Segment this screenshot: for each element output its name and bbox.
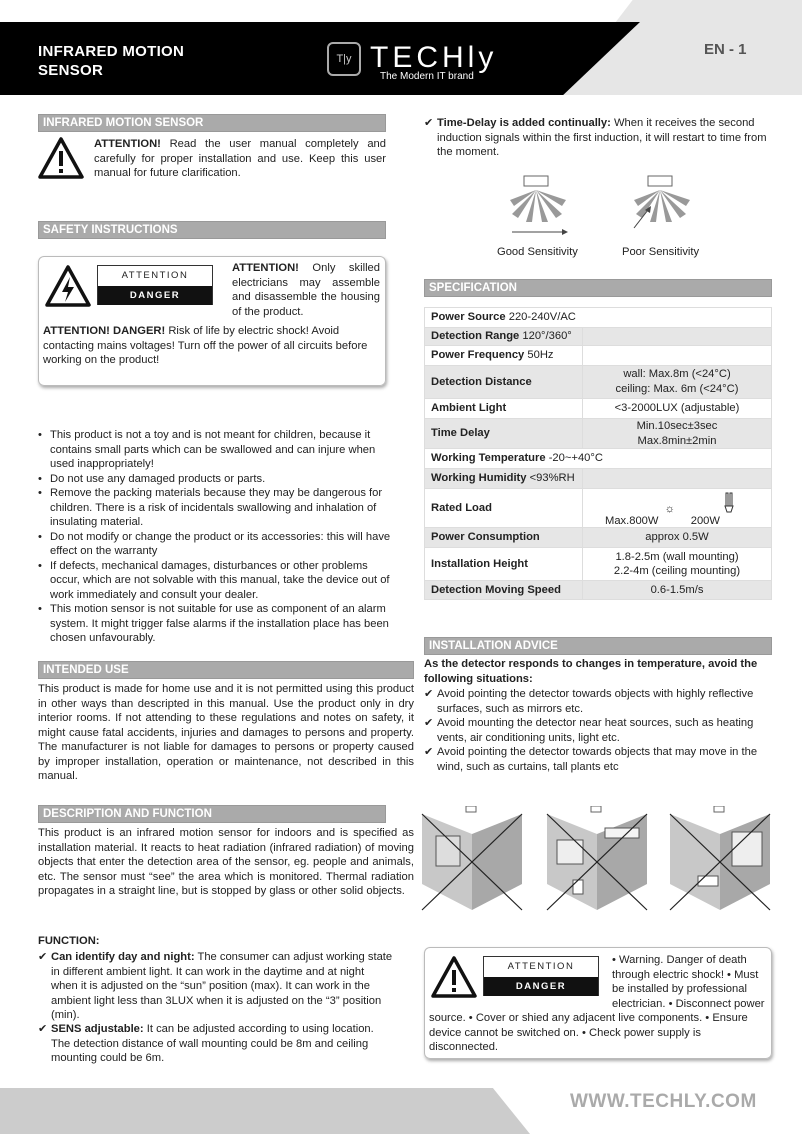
- logo-mark: T|y: [327, 42, 361, 76]
- installation-intro: As the detector responds to changes in temperature, avoid the following situations:: [424, 658, 758, 685]
- header-title: [38, 42, 184, 80]
- electrician-note-bold: ATTENTION!: [232, 262, 299, 274]
- logo-wordmark: TECHly: [370, 41, 498, 74]
- table-row: [425, 328, 772, 346]
- warning-triangle-icon: [38, 137, 84, 179]
- spec-cell: Working Temperature -20~+40°C: [425, 449, 772, 469]
- section-title-infrared: INFRARED MOTION SENSOR: [38, 114, 386, 132]
- check-icon: ✔: [38, 951, 48, 963]
- spec-cell: Power Source 220-240V/AC: [425, 308, 772, 328]
- installation-list: [424, 687, 774, 774]
- table-row: [425, 548, 772, 581]
- table-row: [425, 581, 772, 600]
- table-row: [425, 469, 772, 489]
- spec-value: approx 0.5W: [583, 528, 772, 548]
- electrician-note: [232, 261, 380, 319]
- section-title-specification: SPECIFICATION: [424, 279, 772, 297]
- table-row: [425, 419, 772, 449]
- check-icon: ✔: [424, 746, 434, 758]
- good-sensitivity-diagram: [500, 170, 590, 240]
- list-item: • Do not use any damaged products or parts.: [38, 472, 400, 487]
- spec-value: 1.8-2.5m (wall mounting) 2.2-4m (ceiling mounting): [583, 548, 772, 581]
- table-row: [425, 346, 772, 366]
- attention-intro-bold: ATTENTION!: [94, 138, 161, 150]
- danger-note: [43, 324, 385, 368]
- electric-hazard-icon: [45, 265, 91, 307]
- electrician-note-text: Only skilled electricians may assemble and disassemble the housing of the product.: [232, 262, 380, 318]
- list-item: ✔ Avoid pointing the detector towards objects that may move in the wind, such as curtains, tall plants etc: [424, 746, 758, 773]
- list-item: • This motion sensor is not suitable for use as component of an alarm system. It might trigger false alarms if the installation place has been chosen unfavourably.: [38, 602, 400, 646]
- function-heading: FUNCTION:: [38, 935, 100, 947]
- function-sens: [38, 1022, 393, 1066]
- danger-label-bottom: DANGER: [98, 286, 212, 305]
- attention-intro-text: Read the user manual completely and carefully for proper installation and use. Keep this user manual for future clarification.: [94, 138, 386, 179]
- list-item: • This product is not a toy and is not meant for children, because it contains small parts which can be swallowed and can injure when used inappropriately!: [38, 428, 400, 472]
- poor-sensitivity-label: Poor Sensitivity: [622, 246, 700, 258]
- spec-cell: Detection Range 120°/360°: [425, 328, 583, 346]
- attention-label-top: ATTENTION: [121, 270, 189, 281]
- intended-use-text: This product is made for home use and it is not permitted using this product in other ways than descripted in this manual. Use the product only in dry interior rooms. If not attending to these regulations and notes on safety, it might cause fatal accidents, injuries and damages to persons and property. The manufacturer is not liable for damages to persons or property caused by improper installation, operation or maintenance, not described in this manual.: [38, 683, 414, 782]
- function-time-delay: [424, 116, 774, 160]
- poor-sensitivity-diagram: [624, 170, 714, 240]
- check-icon: ✔: [424, 717, 434, 729]
- page-number: EN - 1: [704, 41, 747, 58]
- spec-value: 0.6-1.5m/s: [583, 581, 772, 600]
- header-title-line1: INFRARED MOTION: [38, 43, 185, 60]
- danger-note-bold: ATTENTION! DANGER!: [43, 325, 166, 337]
- float-spacer: [429, 953, 612, 1003]
- spec-cell: [583, 346, 772, 366]
- spec-key: Detection Distance: [425, 366, 583, 399]
- specification-table: [424, 307, 772, 600]
- attention-danger-label: [97, 265, 213, 305]
- logo-tagline: The Modern IT brand: [380, 71, 474, 82]
- bottom-warning-text: • Warning. Danger of death through electric shock! • Must be installed by professional electrician. • Disconnect power source. • Cover or shied any adjacent live components. • Ensure device cannot be switched on. • Check power supply is disconnected.: [429, 954, 765, 1053]
- section-title-safety: SAFETY INSTRUCTIONS: [38, 221, 386, 239]
- list-item: ✔ Avoid pointing the detector towards objects with highly reflective surfaces, such as mirrors etc.: [424, 688, 754, 715]
- spec-key: Rated Load: [425, 489, 583, 528]
- spec-value: wall: Max.8m (<24°C) ceiling: Max. 6m (<24°C): [583, 366, 772, 399]
- check-icon: ✔: [424, 688, 434, 700]
- spec-key: Time Delay: [425, 419, 583, 449]
- table-row: [425, 528, 772, 548]
- function-day-night: [38, 950, 393, 1023]
- table-row: [425, 449, 772, 469]
- danger-label-bottom: DANGER: [484, 977, 598, 996]
- header-title-line2: SENSOR: [38, 62, 104, 79]
- function-time-delay-bold: Time-Delay is added continually:: [437, 117, 611, 129]
- attention-label-top: ATTENTION: [507, 961, 575, 972]
- spec-key: Detection Moving Speed: [425, 581, 583, 600]
- list-item: • If defects, mechanical damages, disturbances or other problems occur, which are not solvable with this manual, take the device out of work immediately and consult your dealer.: [38, 559, 400, 603]
- function-sens-bold: SENS adjustable:: [51, 1023, 144, 1035]
- function-sens-text: It can be adjusted according to using location. The detection distance of wall mounting could be 8m and ceiling mounting could be 6m.: [51, 1023, 374, 1064]
- function-day-night-text: The consumer can adjust working state in different ambient light. It can work in the daytime and at night when it is adjusted on the “sun” position (max). It can work in the ambient light less than 3LUX when it is adjusted on the “3” position (min).: [51, 951, 393, 1021]
- spec-value: <3-2000LUX (adjustable): [583, 399, 772, 419]
- spec-cell: Power Frequency 50Hz: [425, 346, 583, 366]
- safety-bullet-list: [38, 428, 400, 646]
- table-row: [425, 308, 772, 328]
- danger-note-text: Risk of life by electric shock! Avoid contacting mains voltages! Turn off the power of all circuits before working on the product!: [43, 325, 368, 366]
- list-item: ✔ Avoid mounting the detector near heat sources, such as heating vents, air conditioning units, light etc.: [424, 717, 754, 744]
- sun-bulb-icon: ☼: [664, 502, 675, 515]
- spec-key: Installation Height: [425, 548, 583, 581]
- table-row: [425, 489, 772, 528]
- curtain-illustration: [668, 806, 772, 916]
- footer-website[interactable]: WWW.TECHLY.COM: [570, 1091, 757, 1112]
- section-title-installation: INSTALLATION ADVICE: [424, 637, 772, 655]
- footer-band: [0, 1088, 530, 1134]
- function-day-night-bold: Can identify day and night:: [51, 951, 195, 963]
- description-text: This product is an infrared motion sensor for indoors and is specified as installation material. It reacts to heat radiation (infrared radiation) of moving objects that enter the detection area of the sensor, eg. people and animals, etc. The sensor must “see” the area which is monitored. Thermal radiation propagates in a straight line, but is stopped by glass or other solid objects.: [38, 827, 414, 897]
- good-sensitivity-label: Good Sensitivity: [497, 246, 578, 258]
- function-time-delay-text: When it receives the second induction signals within the first induction, it will restart to time from the moment.: [437, 117, 767, 158]
- spec-value: Max.800W☼200W: [583, 489, 772, 528]
- list-item: • Do not modify or change the product or its accessories: this will have effect on the warranty: [38, 530, 400, 559]
- check-icon: ✔: [424, 117, 434, 129]
- section-title-intended-use: INTENDED USE: [38, 661, 414, 679]
- heat-source-illustration: [545, 806, 649, 916]
- table-row: [425, 399, 772, 419]
- safety-warning-box: [38, 256, 386, 386]
- check-icon: ✔: [38, 1023, 48, 1035]
- spec-key: Power Consumption: [425, 528, 583, 548]
- spec-value: Min.10sec±3sec Max.8min±2min: [583, 419, 772, 449]
- cfl-bulb-icon: [724, 492, 734, 516]
- bottom-warning-box: [424, 947, 772, 1059]
- section-title-description: DESCRIPTION AND FUNCTION: [38, 805, 386, 823]
- table-row: [425, 366, 772, 399]
- mirror-illustration: [420, 806, 524, 916]
- spec-key: Ambient Light: [425, 399, 583, 419]
- attention-intro: [94, 137, 386, 181]
- list-item: • Remove the packing materials because they may be dangerous for children. There is a risk of incidentals swallowing and inhalation of insulating material.: [38, 486, 400, 530]
- spec-cell: Working Humidity <93%RH: [425, 469, 583, 489]
- spec-cell: [583, 469, 772, 489]
- spec-cell: [583, 328, 772, 346]
